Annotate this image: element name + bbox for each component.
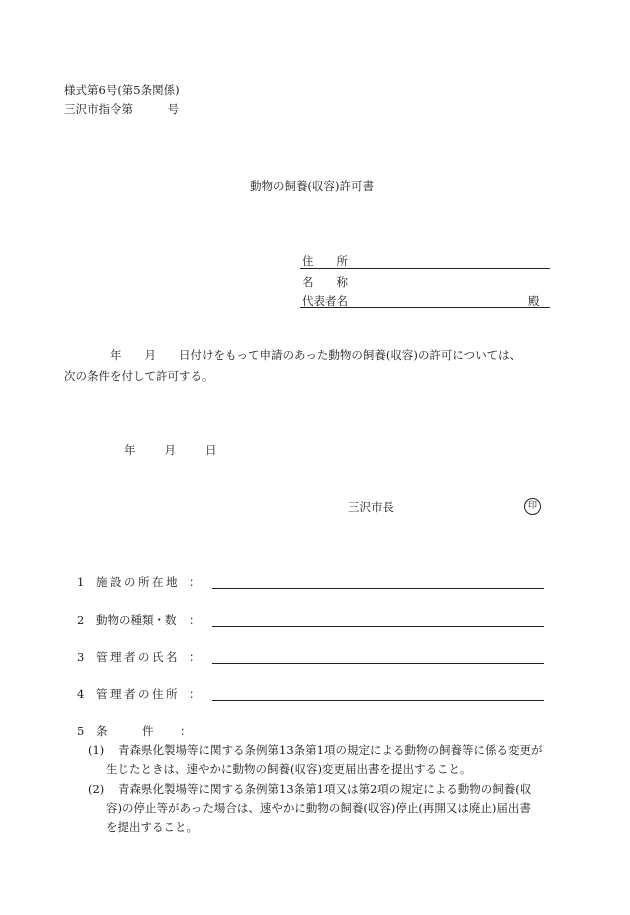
seal-mark: 印 xyxy=(524,498,541,515)
item-colon: ： xyxy=(189,650,201,664)
address-label: 住 所 xyxy=(302,254,348,268)
item-label: 施設の所在地 xyxy=(96,575,180,589)
item-number: 1 xyxy=(77,575,85,589)
representative-underline xyxy=(300,307,550,308)
item-label: 管理者の住所 xyxy=(96,687,180,701)
item-label: 動物の種類・数 xyxy=(96,613,177,627)
item-colon: ： xyxy=(189,575,201,589)
condition-marker: (1) xyxy=(88,743,105,757)
item-label: 管理者の氏名 xyxy=(96,650,180,664)
item-underline xyxy=(212,588,544,589)
issuer-name: 三沢市長 xyxy=(348,500,394,514)
item-colon: ： xyxy=(189,613,201,627)
condition-line: 青森県化製場等に関する条例第13条第1項又は第2項の規定による動物の飼養(収 xyxy=(118,782,532,796)
representative-label: 代表者名 xyxy=(302,294,348,308)
item-underline xyxy=(212,626,544,627)
item-number: 2 xyxy=(77,613,85,627)
item-colon: ： xyxy=(189,687,201,701)
command-number: 三沢市指令第 号 xyxy=(64,102,179,116)
address-underline xyxy=(300,268,550,269)
document-title: 動物の飼養(収容)許可書 xyxy=(250,179,374,193)
conditions-label: 条 件 xyxy=(96,724,154,738)
form-number: 様式第6号(第5条関係) xyxy=(64,83,180,97)
item-underline xyxy=(212,700,544,701)
condition-line: 容)の停止等があった場合は、速やかに動物の飼養(収容)停止(再開又は廃止)届出書 xyxy=(106,801,531,815)
item-number: 3 xyxy=(77,650,85,664)
condition-line: を提出すること。 xyxy=(106,820,198,834)
issue-date: 年 月 日 xyxy=(124,443,219,457)
item-number: 4 xyxy=(77,687,85,701)
condition-line: 生じたときは、速やかに動物の飼養(収容)変更届出書を提出すること。 xyxy=(106,762,472,776)
conditions-colon: ： xyxy=(180,724,192,738)
condition-marker: (2) xyxy=(88,782,105,796)
item-underline xyxy=(212,663,544,664)
condition-line: 青森県化製場等に関する条例第13条第1項の規定による動物の飼養等に係る変更が xyxy=(118,743,543,757)
honorific: 殿 xyxy=(528,294,540,308)
conditions-number: 5 xyxy=(77,724,85,738)
name-label: 名 称 xyxy=(302,275,348,289)
body-line-1: 年 月 日付けをもって申請のあった動物の飼養(収容)の許可については、 xyxy=(64,348,522,362)
body-line-2: 次の条件を付して許可する。 xyxy=(64,369,214,383)
